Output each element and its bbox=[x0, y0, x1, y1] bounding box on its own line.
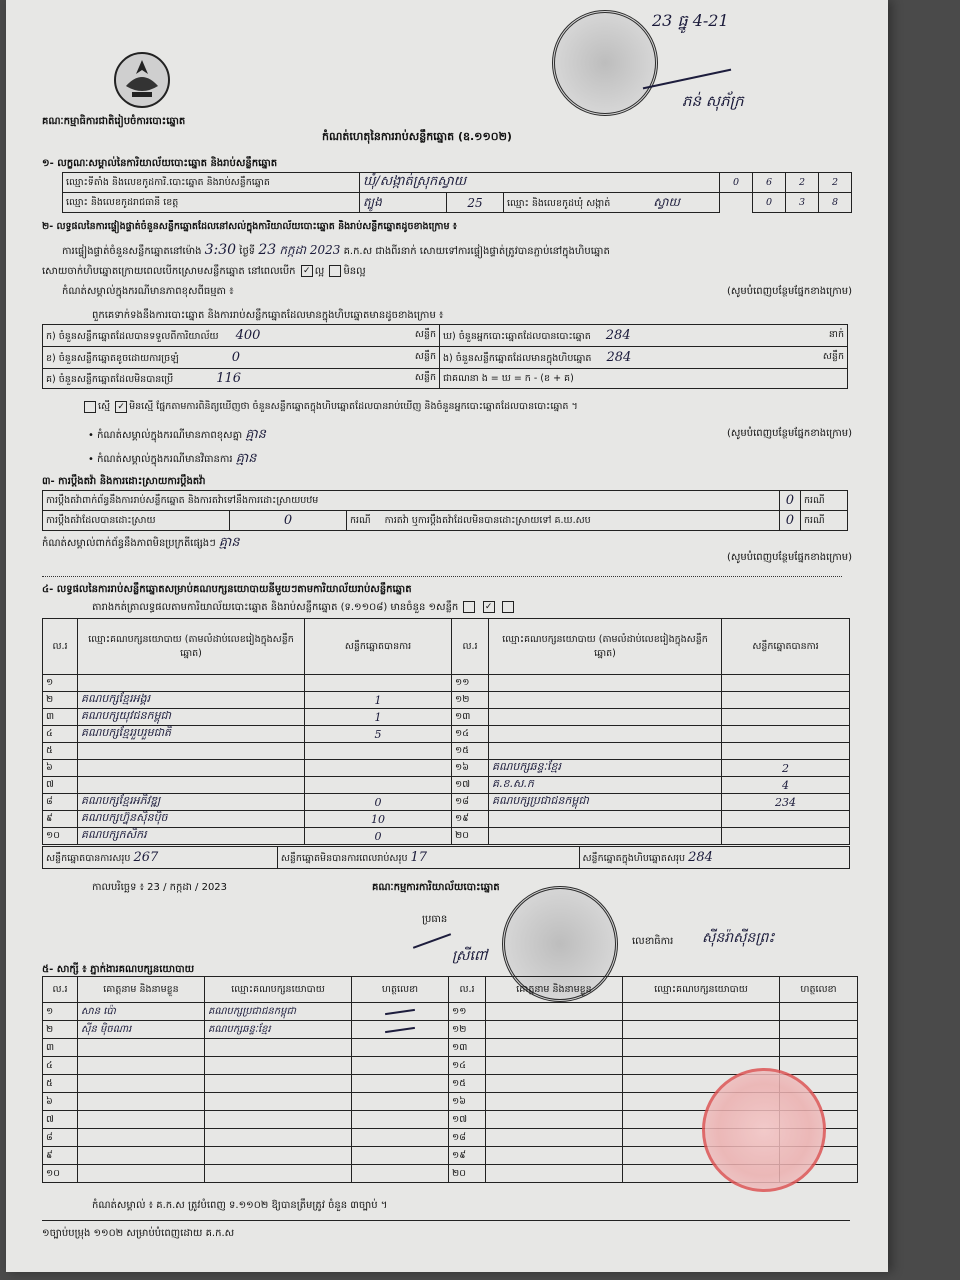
witness-party bbox=[205, 1111, 352, 1129]
row-b-value: 0 bbox=[231, 349, 241, 365]
result-votes bbox=[722, 743, 850, 760]
section2-line2 bbox=[42, 264, 366, 279]
bullet2-value: គ្មាន bbox=[235, 451, 257, 466]
witness-col-party-left: ឈ្មោះគណបក្សនយោបាយ bbox=[205, 977, 352, 1003]
witness-col-no-left: ល.រ bbox=[43, 977, 78, 1003]
witness-name bbox=[78, 1075, 205, 1093]
witness-name bbox=[78, 1057, 205, 1075]
results-col-no-left: ល.រ bbox=[43, 619, 78, 675]
witness-no: ៣ bbox=[43, 1039, 78, 1057]
station-code-2: 6 bbox=[753, 173, 786, 193]
sign-date: កាលបរិច្ឆេទ ៖ 23 / កក្កដា / 2023 bbox=[92, 882, 228, 893]
table-intro: ពួកគេទាក់ទងនឹងការបោះឆ្នោត និងការរាប់សន្លឹកឆ្នោតដែលមានក្នុងហិបឆ្នោតមានដូចខាងក្រោម ៖ bbox=[92, 310, 444, 321]
witness-no: ១ bbox=[43, 1003, 78, 1021]
witness-party bbox=[205, 1093, 352, 1111]
witness-name bbox=[486, 1057, 623, 1075]
witness-party bbox=[623, 1021, 780, 1039]
results-row bbox=[43, 777, 850, 794]
result-no: ២០ bbox=[452, 828, 489, 845]
result-votes: 0 bbox=[305, 828, 452, 845]
not-good-label: មិនល្អ bbox=[343, 266, 366, 277]
commune-cell bbox=[504, 193, 720, 213]
complaint-row2-unit: ករណី bbox=[350, 514, 371, 526]
result-no: ៥ bbox=[43, 743, 78, 760]
commune-value: ស្វាយ bbox=[653, 194, 680, 209]
bullet2-label: កំណត់សម្គាល់ក្នុងករណីមានវិធានការ bbox=[97, 454, 233, 465]
result-no: ១១ bbox=[452, 675, 489, 692]
result-no: ១៤ bbox=[452, 726, 489, 743]
results-row bbox=[43, 743, 850, 760]
witness-no: ៩ bbox=[43, 1147, 78, 1165]
irregular-note-label: កំណត់សម្គាល់ពាក់ព័ន្ធនឹងភាពមិនប្រក្រតីផ្សេងៗ bbox=[42, 538, 216, 549]
results-row bbox=[43, 709, 850, 726]
result-party: គណបក្សយុវជនកម្ពុជា bbox=[78, 709, 305, 726]
witness-party bbox=[205, 1039, 352, 1057]
compare-row bbox=[82, 400, 852, 414]
commune-label: ឈ្មោះ និងលេខកូដឃុំ សង្កាត់ bbox=[507, 197, 611, 209]
form-title: កំណត់ហេតុនៃការរាប់សន្លឹកឆ្នោត (ឧ.១១០២) bbox=[322, 130, 512, 143]
commune-code-2: 3 bbox=[786, 193, 819, 213]
secretary-label: លេខាធិការ bbox=[632, 936, 674, 947]
complaint-row2-value: 0 bbox=[230, 511, 347, 531]
witness-signature bbox=[780, 1039, 858, 1057]
witness-col-name-left: គោត្តនាម និងនាមខ្លួន bbox=[78, 977, 205, 1003]
results-row bbox=[43, 828, 850, 845]
witness-party bbox=[205, 1129, 352, 1147]
row-e bbox=[440, 347, 848, 369]
result-no: ៨ bbox=[43, 794, 78, 811]
result-no: ១៧ bbox=[452, 777, 489, 794]
witness-name bbox=[78, 1111, 205, 1129]
witness-name bbox=[78, 1129, 205, 1147]
result-no: ៦ bbox=[43, 760, 78, 777]
commune-code-1: 0 bbox=[753, 193, 786, 213]
results-row bbox=[43, 726, 850, 743]
president-name: ស្រីពៅ bbox=[452, 948, 488, 964]
total-valid-cell bbox=[43, 847, 278, 869]
result-votes bbox=[722, 811, 850, 828]
result-no: ១ bbox=[43, 675, 78, 692]
result-no: ១៥ bbox=[452, 743, 489, 760]
tally-checkbox-1[interactable] bbox=[463, 601, 475, 613]
result-no: ២ bbox=[43, 692, 78, 709]
result-votes: 2 bbox=[722, 760, 850, 777]
line1-rest: គ.ក.ស ជាងពីរនាក់ សោយទៅការផ្ទៀងផ្ទាត់ត្រូវបានភ្ជាប់នៅក្នុងហិបឆ្នោត bbox=[343, 246, 610, 257]
not-equal-label: មិនស្មើ bbox=[129, 401, 154, 412]
witness-no: ១២ bbox=[449, 1021, 486, 1039]
witness-no: ១៩ bbox=[449, 1147, 486, 1165]
station-code-1: 0 bbox=[720, 173, 753, 193]
equal-checkbox[interactable] bbox=[84, 401, 96, 413]
witness-signature-mark bbox=[385, 1008, 415, 1014]
result-party bbox=[78, 675, 305, 692]
witness-signature bbox=[352, 1057, 449, 1075]
result-votes bbox=[722, 726, 850, 743]
section1-title: ១- លក្ខណៈសម្គាល់នៃការិយាល័យបោះឆ្នោត និងរាប់សន្លឹកឆ្នោត bbox=[42, 158, 278, 169]
result-party bbox=[489, 811, 722, 828]
result-no: ១៩ bbox=[452, 811, 489, 828]
ballot-box-state-label: សោយចាក់ហិបឆ្នោតក្រោយពេលបើកស្រោមសន្លឹកឆ្នោត នៅពេលបើក bbox=[42, 266, 296, 277]
result-party bbox=[489, 675, 722, 692]
section5-title: ៥- សាក្សី ៖ ភ្នាក់ងារគណបក្សនយោបាយ bbox=[42, 964, 195, 975]
complaint-row2-label: ការប្តឹងតវ៉ាដែលបានដោះស្រាយ bbox=[43, 511, 230, 531]
not-good-checkbox[interactable] bbox=[329, 265, 341, 277]
witness-no: ១៦ bbox=[449, 1093, 486, 1111]
witness-row bbox=[43, 1039, 858, 1057]
results-col-no-right: ល.រ bbox=[452, 619, 489, 675]
complaint-row2b-value: 0 bbox=[779, 511, 800, 531]
national-emblem-icon bbox=[112, 50, 172, 110]
result-votes: 4 bbox=[722, 777, 850, 794]
ballot-count-table bbox=[42, 324, 848, 389]
irregular-note-value: គ្មាន bbox=[218, 535, 240, 550]
result-no: ១៨ bbox=[452, 794, 489, 811]
result-party bbox=[489, 726, 722, 743]
row-b-unit: សន្លឹក bbox=[414, 350, 436, 362]
result-party: គណបក្សឆន្ទៈខ្មែរ bbox=[489, 760, 722, 777]
good-label: ល្អ bbox=[314, 266, 325, 277]
result-party: គណបក្សហ្វ៊ុនស៊ិនប៉ិច bbox=[78, 811, 305, 828]
result-party bbox=[489, 709, 722, 726]
total-invalid-label: សន្លឹកឆ្នោតមិនបានការពេលរាប់សរុប bbox=[280, 852, 408, 864]
bullet1-label: កំណត់សម្គាល់ក្នុងករណីមានភាពខុសគ្នា bbox=[97, 430, 243, 441]
province-code: 25 bbox=[447, 193, 504, 213]
complaint-row2b-text: ការតវ៉ា ឬការប្តឹងតវ៉ាដែលមិនបានដោះស្រាយទៅ គ.ឃ.សប bbox=[384, 514, 591, 526]
witness-name bbox=[486, 1111, 623, 1129]
witness-no: ១៨ bbox=[449, 1129, 486, 1147]
results-col-votes-left: សន្លឹកឆ្នោតបានការ bbox=[305, 619, 452, 675]
footer-note: កំណត់សម្គាល់ ៖ គ.ក.ស ត្រូវបំពេញ ទ.១១០២ ឱ្យបានត្រឹមត្រូវ ចំនួន ៣ច្បាប់ ។ bbox=[92, 1200, 388, 1211]
complaints-table bbox=[42, 490, 848, 531]
witness-name bbox=[78, 1165, 205, 1183]
fill-more-hint: (សូមបំពេញបន្ថែមផ្នែកខាងក្រោម) bbox=[726, 286, 852, 297]
witness-no: ១៧ bbox=[449, 1111, 486, 1129]
row-d-label: ឃ) ចំនួនអ្នកបោះឆ្នោតដែលបានបោះឆ្នោត bbox=[443, 330, 591, 342]
witness-col-no-right: ល.រ bbox=[449, 977, 486, 1003]
witness-no: ៤ bbox=[43, 1057, 78, 1075]
bullet2-row: • កំណត់សម្គាល់ក្នុងករណីមានវិធានការ គ្មាន bbox=[88, 451, 257, 466]
witness-party: គណបក្សប្រជាជនកម្ពុជា bbox=[205, 1003, 352, 1021]
result-no: ១០ bbox=[43, 828, 78, 845]
witness-name: សាន ប៉ោ bbox=[78, 1003, 205, 1021]
result-votes: 234 bbox=[722, 794, 850, 811]
result-party bbox=[489, 692, 722, 709]
total-box-value: 284 bbox=[688, 849, 713, 865]
station-label: ឈ្មោះទីតាំង និងលេខកូដការិ.បោះឆ្នោត និងរាប់សន្លឹកឆ្នោត bbox=[63, 173, 360, 193]
commission-name: គណៈកម្មាធិការជាតិរៀបចំការបោះឆ្នោត bbox=[42, 116, 186, 127]
witness-party bbox=[205, 1165, 352, 1183]
results-col-party-right: ឈ្មោះគណបក្សនយោបាយ (តាមលំដាប់លេខរៀងក្នុងសន្លឹកឆ្នោត) bbox=[489, 619, 722, 675]
witness-party bbox=[623, 1039, 780, 1057]
witness-no: ១៥ bbox=[449, 1075, 486, 1093]
commune-code-3: 8 bbox=[819, 193, 852, 213]
row-a-value: 400 bbox=[235, 327, 261, 343]
witness-name bbox=[486, 1129, 623, 1147]
result-party bbox=[78, 743, 305, 760]
witness-name bbox=[486, 1003, 623, 1021]
result-votes bbox=[722, 675, 850, 692]
result-votes bbox=[722, 709, 850, 726]
section4-title: ៤- លទ្ធផលនៃការរាប់សន្លឹកឆ្នោតសម្រាប់គណបក្សនយោបាយនីមួយៗតាមការិយាល័យរាប់សន្លឹកឆ្នោត bbox=[42, 584, 412, 595]
not-equal-checkbox[interactable]: ✓ bbox=[115, 401, 127, 413]
witness-row bbox=[43, 1021, 858, 1039]
result-votes bbox=[722, 828, 850, 845]
result-party bbox=[78, 760, 305, 777]
row-d bbox=[440, 325, 848, 347]
result-party bbox=[489, 743, 722, 760]
result-party: គណបក្សខ្មែរអង្គរ bbox=[78, 692, 305, 709]
row-e-label: ង) ចំនួនសន្លឹកឆ្នោតដែលមានក្នុងហិបឆ្នោត bbox=[443, 352, 592, 364]
row-c bbox=[43, 369, 440, 389]
row-d-value: 284 bbox=[605, 327, 631, 343]
total-valid-value: 267 bbox=[133, 849, 159, 865]
abnormal-note-row bbox=[62, 284, 852, 299]
result-votes bbox=[305, 743, 452, 760]
bullet1-row: • កំណត់សម្គាល់ក្នុងករណីមានភាពខុសគ្នា គ្មាន (សូមបំពេញបន្ថែមផ្នែកខាងក្រោម) bbox=[88, 427, 852, 442]
verify-time-label: ការផ្ទៀងផ្ទាត់ចំនួនសន្លឹកឆ្នោតនៅម៉ោង bbox=[62, 246, 202, 257]
result-party: គណបក្សកសិករ bbox=[78, 828, 305, 845]
tally-checkbox-2[interactable]: ✓ bbox=[483, 601, 495, 613]
witness-signature bbox=[352, 1111, 449, 1129]
witness-no: ២ bbox=[43, 1021, 78, 1039]
witness-signature bbox=[352, 1165, 449, 1183]
result-party: គណបក្សខ្មែររួបរួមជាតិ bbox=[78, 726, 305, 743]
president-signature bbox=[413, 933, 451, 949]
dotted-line bbox=[42, 576, 842, 577]
complaint-row2b-unit: ករណី bbox=[801, 511, 848, 531]
witness-signature bbox=[352, 1003, 449, 1021]
results-row bbox=[43, 794, 850, 811]
witness-name bbox=[78, 1093, 205, 1111]
witness-signature bbox=[352, 1075, 449, 1093]
witness-col-sign-right: ហត្ថលេខា bbox=[780, 977, 858, 1003]
witness-col-sign-left: ហត្ថលេខា bbox=[352, 977, 449, 1003]
result-no: ៧ bbox=[43, 777, 78, 794]
row-c-value: 116 bbox=[216, 370, 242, 386]
result-votes: 5 bbox=[305, 726, 452, 743]
verify-day: 23 bbox=[258, 242, 277, 258]
witness-no: ៨ bbox=[43, 1129, 78, 1147]
complaint-row1-value: 0 bbox=[779, 491, 800, 511]
result-votes: 1 bbox=[305, 709, 452, 726]
witness-party bbox=[205, 1075, 352, 1093]
result-no: ៩ bbox=[43, 811, 78, 828]
witness-no: ១១ bbox=[449, 1003, 486, 1021]
station-code-4: 2 bbox=[819, 173, 852, 193]
handwritten-name: ភន់ សុភ័ក្រ bbox=[682, 92, 744, 110]
row-b bbox=[43, 347, 440, 369]
witness-party bbox=[205, 1147, 352, 1165]
witness-signature bbox=[352, 1147, 449, 1165]
result-votes: 0 bbox=[305, 794, 452, 811]
good-checkbox[interactable]: ✓ bbox=[301, 265, 313, 277]
row-b-label: ខ) ចំនួនសន្លឹកឆ្នោតខូចដោយការច្រឡំ bbox=[46, 352, 179, 364]
total-box-label: សន្លឹកឆ្នោតក្នុងហិបឆ្នោតសរុប bbox=[582, 852, 686, 864]
witness-no: ៥ bbox=[43, 1075, 78, 1093]
section4-intro bbox=[92, 600, 516, 615]
witness-name bbox=[486, 1075, 623, 1093]
formula: ជាគណនា ង = ឃ = ក - (ខ + គ) bbox=[440, 369, 848, 389]
verify-month-year: កក្កដា 2023 bbox=[279, 243, 341, 257]
witness-row bbox=[43, 1057, 858, 1075]
witness-name: ស៊ីន ម៉ិចណារ bbox=[78, 1021, 205, 1039]
witness-name bbox=[486, 1093, 623, 1111]
bullet1-hint: (សូមបំពេញបន្ថែមផ្នែកខាងក្រោម) bbox=[726, 428, 852, 439]
row-e-unit: សន្លឹក bbox=[822, 350, 844, 362]
result-party bbox=[489, 828, 722, 845]
province-value: ត្បូង bbox=[360, 193, 447, 213]
form-page bbox=[42, 6, 862, 1256]
result-party bbox=[78, 777, 305, 794]
results-totals bbox=[42, 846, 850, 869]
results-col-party-left: ឈ្មោះគណបក្សនយោបាយ (តាមលំដាប់លេខរៀងក្នុងសន្លឹកឆ្នោត) bbox=[78, 619, 305, 675]
witness-party bbox=[205, 1057, 352, 1075]
document-sheet bbox=[6, 0, 888, 1272]
irregular-note-row bbox=[42, 534, 240, 553]
witness-row bbox=[43, 1003, 858, 1021]
result-no: ៣ bbox=[43, 709, 78, 726]
bottom-line: ១ច្បាប់បម្រុង ១១០២ សម្រាប់បំពេញដោយ គ.ក.ស bbox=[42, 1228, 235, 1239]
day-label: ថ្ងៃទី bbox=[239, 246, 256, 257]
result-no: ៤ bbox=[43, 726, 78, 743]
results-row bbox=[43, 692, 850, 709]
result-votes: 1 bbox=[305, 692, 452, 709]
row-a bbox=[43, 325, 440, 347]
total-valid-label: សន្លឹកឆ្នោតបានការសរុប bbox=[46, 852, 131, 864]
commission-sign-label: គណៈកម្មការការិយាល័យបោះឆ្នោត bbox=[372, 882, 500, 893]
result-no: ១៦ bbox=[452, 760, 489, 777]
result-votes bbox=[305, 777, 452, 794]
witness-no: ២០ bbox=[449, 1165, 486, 1183]
complaint-row1-label: ការប្តឹងតវ៉ាពាក់ព័ន្ធនឹងការរាប់សន្លឹកឆ្នោត និងការតវ៉ាទៅនឹងការដោះស្រាយបឋម bbox=[43, 491, 780, 511]
witness-signature bbox=[780, 1003, 858, 1021]
section2-line1 bbox=[62, 242, 852, 260]
section4-intro-text: តារាងកត់ត្រាលទ្ធផលតាមការិយាល័យបោះឆ្នោត និងរាប់សន្លឹកឆ្នោត (ទ.១១០៨) មានចំនួន ១សន្លឹក bbox=[92, 602, 459, 613]
results-body bbox=[43, 675, 850, 845]
result-party: គ.ខ.ស.ក bbox=[489, 777, 722, 794]
witness-no: ១៣ bbox=[449, 1039, 486, 1057]
witness-col-name-right: គោត្តនាម និងនាមខ្លួន bbox=[486, 977, 623, 1003]
witness-name bbox=[486, 1021, 623, 1039]
result-party: គណបក្សខ្មែរអភិវឌ្ឍ bbox=[78, 794, 305, 811]
witness-signature-mark bbox=[385, 1026, 415, 1032]
result-votes: 10 bbox=[305, 811, 452, 828]
results-row bbox=[43, 811, 850, 828]
secretary-name: ស៊ីនរ៉ាស៊ីនព្រះ bbox=[702, 930, 775, 946]
witness-name bbox=[78, 1147, 205, 1165]
verify-time: 3:30 bbox=[204, 242, 237, 258]
section3-title: ៣- ការប្តឹងតវ៉ា និងការដោះស្រាយការប្តឹងតវ៉ា bbox=[42, 476, 206, 487]
row-a-unit: សន្លឹក bbox=[414, 328, 436, 340]
witness-name bbox=[486, 1147, 623, 1165]
row-d-unit: នាក់ bbox=[828, 328, 844, 340]
total-invalid-cell bbox=[277, 847, 579, 869]
bottom-rule bbox=[42, 1220, 850, 1221]
abnormal-note-label: កំណត់សម្គាល់ក្នុងករណីមានភាពខុសពីធម្មតា ៖ bbox=[62, 286, 234, 297]
witness-party bbox=[623, 1003, 780, 1021]
witness-no: ១០ bbox=[43, 1165, 78, 1183]
witness-signature bbox=[780, 1057, 858, 1075]
section1-table bbox=[62, 172, 852, 213]
row-c-unit: សន្លឹក bbox=[414, 371, 436, 383]
row-e-value: 284 bbox=[606, 349, 632, 365]
result-votes bbox=[305, 760, 452, 777]
section2-title: ២- លទ្ធផលនៃការផ្ទៀងផ្ទាត់ចំនួនសន្លឹកឆ្នោតដែលនៅសល់ក្នុងការិយាល័យបោះឆ្នោត និងរាប់សន្លឹកឆ្នោតដូចខាងក្រោម ៖ bbox=[42, 221, 457, 232]
witness-name bbox=[486, 1165, 623, 1183]
result-party: គណបក្សប្រជាជនកម្ពុជា bbox=[489, 794, 722, 811]
province-label: ឈ្មោះ និងលេខកូដរាជធានី ខេត្ត bbox=[63, 193, 360, 213]
witness-name bbox=[486, 1039, 623, 1057]
complaint-row1-unit: ករណី bbox=[801, 491, 848, 511]
results-row bbox=[43, 675, 850, 692]
results-row bbox=[43, 760, 850, 777]
result-no: ១៣ bbox=[452, 709, 489, 726]
tally-checkbox-3[interactable] bbox=[502, 601, 514, 613]
row-c-label: គ) ចំនួនសន្លឹកឆ្នោតដែលមិនបានប្រើ bbox=[46, 373, 174, 385]
witness-party: គណបក្សឆន្ទៈខ្មែរ bbox=[205, 1021, 352, 1039]
witness-no: ៦ bbox=[43, 1093, 78, 1111]
witness-col-party-right: ឈ្មោះគណបក្សនយោបាយ bbox=[623, 977, 780, 1003]
bullet1-value: គ្មាន bbox=[245, 427, 266, 442]
witness-name bbox=[78, 1039, 205, 1057]
official-seal-top bbox=[552, 10, 658, 116]
witness-signature bbox=[352, 1093, 449, 1111]
complaint-row2b-label bbox=[347, 511, 780, 531]
handwritten-date: 23 ធ្នូ 4-21 bbox=[652, 11, 729, 30]
total-invalid-value: 17 bbox=[410, 849, 428, 865]
president-label: ប្រធាន bbox=[422, 914, 448, 925]
witness-no: ៧ bbox=[43, 1111, 78, 1129]
results-table bbox=[42, 618, 850, 845]
witness-signature bbox=[352, 1021, 449, 1039]
irregular-fill-hint: (សូមបំពេញបន្ថែមផ្នែកខាងក្រោម) bbox=[726, 552, 852, 563]
equal-label: ស្មើ bbox=[98, 401, 111, 412]
total-box-cell bbox=[579, 847, 849, 869]
station-value: ឃុំ/សង្កាត់ស្រុកស្វាយ bbox=[360, 173, 720, 193]
witness-signature bbox=[780, 1021, 858, 1039]
result-votes bbox=[305, 675, 452, 692]
witness-no: ១៤ bbox=[449, 1057, 486, 1075]
results-col-votes-right: សន្លឹកឆ្នោតបានការ bbox=[722, 619, 850, 675]
compare-text: ផ្នែកតាមការពិនិត្យឃើញថា ចំនួនសន្លឹកឆ្នោតក្នុងហិបឆ្នោតដែលបានរាប់ឃើញ និងចំនួនអ្នកបោះឆ្នោតដែលបានបោះឆ្នោត ។ bbox=[156, 401, 578, 412]
witness-signature bbox=[352, 1039, 449, 1057]
red-stamp bbox=[702, 1068, 826, 1192]
row-a-label: ក) ចំនួនសន្លឹកឆ្នោតដែលបានទទួលពីការិយាល័យ bbox=[46, 330, 219, 342]
station-code-3: 2 bbox=[786, 173, 819, 193]
witness-signature bbox=[352, 1129, 449, 1147]
result-votes bbox=[722, 692, 850, 709]
result-no: ១២ bbox=[452, 692, 489, 709]
